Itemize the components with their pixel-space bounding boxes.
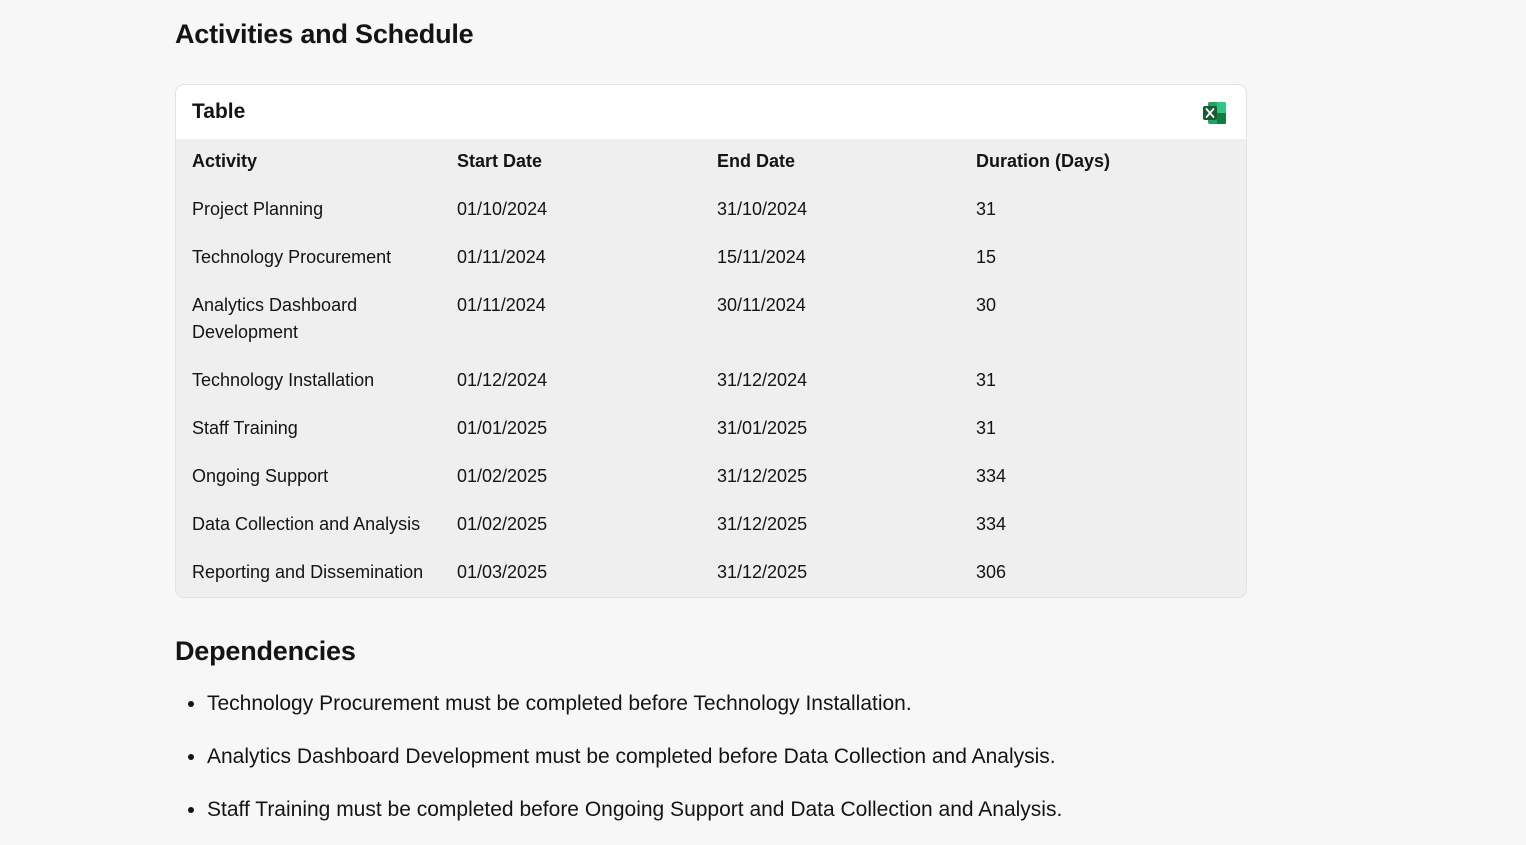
cell-activity: Technology Installation — [192, 370, 375, 390]
cell-activity: Reporting and Dissemination — [192, 562, 424, 582]
cell-duration: 334 — [976, 514, 1007, 534]
cell-end-date: 15/11/2024 — [717, 247, 806, 267]
table-row — [176, 186, 1246, 234]
table-header-row — [176, 139, 1246, 186]
cell-start-date: 01/01/2025 — [457, 418, 548, 438]
table-row — [176, 453, 1246, 501]
dependencies-heading: Dependencies — [175, 636, 356, 666]
cell-duration: 31 — [976, 370, 997, 390]
cell-end-date: 31/10/2024 — [717, 199, 808, 219]
list-item: • Technology Procurement must be completed before Technology Installation. — [207, 686, 1062, 722]
activities-schedule-heading: Activities and Schedule — [175, 19, 474, 49]
column-header-activity: Activity — [192, 151, 258, 171]
cell-start-date: 01/11/2024 — [457, 295, 546, 315]
table-card-header — [176, 85, 1246, 139]
cell-end-date: 31/12/2025 — [717, 514, 808, 534]
cell-start-date: 01/02/2025 — [457, 466, 548, 486]
cell-duration: 31 — [976, 199, 997, 219]
cell-end-date: 31/12/2025 — [717, 562, 808, 582]
cell-activity: Analytics Dashboard Development — [192, 295, 358, 342]
column-header-start-date: Start Date — [457, 151, 543, 171]
cell-duration: 334 — [976, 466, 1007, 486]
table-row — [176, 282, 1246, 357]
cell-end-date: 31/01/2025 — [717, 418, 808, 438]
cell-start-date: 01/11/2024 — [457, 247, 546, 267]
table-card-title: Table — [192, 100, 246, 123]
cell-activity: Project Planning — [192, 199, 324, 219]
cell-duration: 31 — [976, 418, 997, 438]
dependencies-list — [175, 686, 1062, 845]
table-row — [176, 549, 1246, 597]
cell-duration: 30 — [976, 295, 997, 315]
table-row — [176, 501, 1246, 549]
cell-activity: Data Collection and Analysis — [192, 514, 421, 534]
table-row — [176, 405, 1246, 453]
list-item: • Staff Training must be completed before Ongoing Support and Data Collection and Analysis. — [207, 792, 1062, 828]
table-row — [176, 357, 1246, 405]
cell-activity: Staff Training — [192, 418, 298, 438]
cell-end-date: 31/12/2024 — [717, 370, 808, 390]
cell-end-date: 30/11/2024 — [717, 295, 806, 315]
cell-start-date: 01/02/2025 — [457, 514, 548, 534]
cell-duration: 306 — [976, 562, 1007, 582]
schedule-table — [176, 139, 1246, 597]
list-item: • Analytics Dashboard Development must be completed before Data Collection and Analysis. — [207, 739, 1062, 775]
table-card — [175, 84, 1247, 598]
excel-icon[interactable] — [1202, 100, 1228, 126]
cell-start-date: 01/03/2025 — [457, 562, 548, 582]
column-header-end-date: End Date — [717, 151, 796, 171]
table-row — [176, 234, 1246, 282]
cell-start-date: 01/12/2024 — [457, 370, 548, 390]
cell-end-date: 31/12/2025 — [717, 466, 808, 486]
cell-duration: 15 — [976, 247, 997, 267]
cell-start-date: 01/10/2024 — [457, 199, 548, 219]
cell-activity: Technology Procurement — [192, 247, 392, 267]
column-header-duration: Duration (Days) — [976, 151, 1111, 171]
cell-activity: Ongoing Support — [192, 466, 329, 486]
